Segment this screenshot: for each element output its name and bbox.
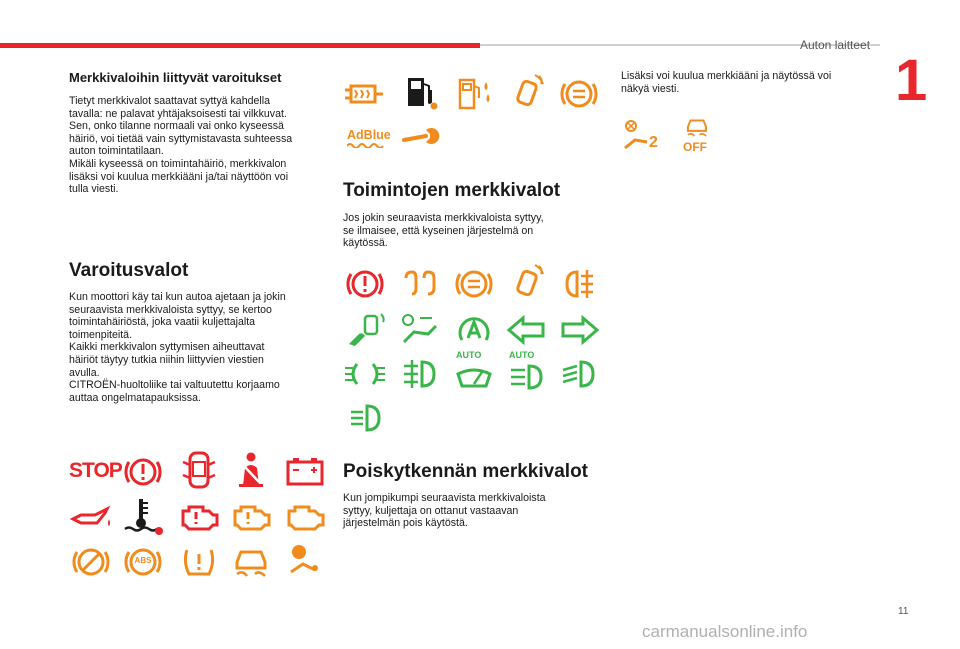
auto-headlights-label: AUTO: [509, 350, 535, 360]
water-in-diesel-icon: [452, 74, 496, 114]
particle-filter-icon: [343, 74, 387, 114]
paragraph-deactivation-lights: Kun jompikumpi seuraavista merkkivaloista syttyy, kuljettaja on ottanut vastaavan järjestelmän pois käytöstä.: [343, 492, 546, 530]
auto-wipers-label: AUTO: [456, 350, 482, 360]
hands-free-start-icon: [343, 310, 387, 350]
esp-icon: [229, 542, 273, 582]
engine-orange-icon: [229, 497, 273, 537]
heading-warning-lights: Varoitusvalot: [69, 260, 189, 281]
auto-stop-start-icon: [452, 310, 496, 350]
seatbelt-icon: [229, 450, 273, 490]
rear-fog-light-icon: [557, 264, 601, 304]
chapter-number: 1: [895, 48, 928, 113]
esp-off-icon: [675, 114, 719, 154]
adblue-wave-icon: [347, 142, 385, 148]
fuel-level-icon: [398, 72, 442, 112]
power-steering-icon: [69, 542, 113, 582]
wrench-icon: [398, 116, 442, 156]
brake-warning-icon: [121, 452, 165, 492]
abs-icon: [121, 542, 165, 582]
heading-function-lights: Toimintojen merkkivalot: [343, 180, 561, 201]
lane-off-number: 2: [649, 134, 658, 151]
brake-pad-icon: [557, 74, 601, 114]
paragraph-additional: Lisäksi voi kuulua merkkiääni ja näytössä voi näkyä viesti.: [621, 70, 832, 95]
preheating-icon: [398, 264, 442, 304]
oil-pressure-icon: [69, 497, 113, 537]
abs-label: ABS: [134, 556, 152, 565]
heading-deactivation-lights: Poiskytkennän merkkivalot: [343, 461, 588, 482]
auto-headlights-icon: [505, 350, 549, 390]
dipped-beam-icon: [557, 354, 601, 394]
coolant-temperature-icon: [121, 497, 165, 537]
daytime-running-light-icon: [343, 398, 387, 438]
paragraph-function-lights: Jos jokin seuraavista merkkivaloista syttyy, se ilmaisee, että kyseinen järjestelmä on käytössä.: [343, 212, 544, 250]
section-title: Auton laitteet: [800, 38, 871, 52]
remote-key-icon: [505, 72, 549, 112]
auto-wipers-icon: [452, 350, 496, 390]
electric-parking-brake-icon: [452, 264, 496, 304]
stop-icon: STOP: [69, 459, 122, 482]
watermark: carmanualsonline.info: [642, 622, 808, 641]
airbag-icon: [283, 542, 327, 582]
header-red-bar: [0, 43, 480, 48]
esp-off-label: OFF: [683, 140, 707, 154]
engine-red-icon: [177, 497, 221, 537]
parking-brake-icon: [343, 264, 387, 304]
heading-warnings: Merkkivaloihin liittyvät varoitukset: [69, 70, 282, 85]
right-indicator-icon: [557, 310, 601, 350]
battery-icon: [283, 450, 327, 490]
key-in-ignition-icon: [505, 262, 549, 302]
paragraph-warning-lights: Kun moottori käy tai kun autoa ajetaan ja jokin seuraavista merkkivaloista syttyy, se kertoo toimintahäiriöstä, joka vaatii kuljettajalta toimenpiteitä. Kaikki merkkivalon syttymisen aiheuttavat häiriöt täytyy tutkia niihin liittyvien viestien avulla. CITROËN-huoltoliike tai valtuutettu korjaamo auttaa ongelmatapauksissa.: [69, 291, 286, 404]
front-fog-light-icon: [398, 354, 442, 394]
page-number: 11: [898, 606, 909, 617]
left-indicator-icon: [505, 310, 549, 350]
tyre-pressure-icon: [177, 542, 221, 582]
door-open-icon: [177, 450, 221, 490]
lane-departure-icon: [398, 310, 442, 350]
engine-diagnosis-icon: [283, 497, 327, 537]
sidelights-icon: [343, 354, 387, 394]
paragraph-warnings: Tietyt merkkivalot saattavat syttyä kahdella tavalla: ne palavat yhtäjaksoisesti tai vilkkuvat. Sen, onko tilanne normaali vai onko kyseessä häiriö, voi tietää vain syttymistavasta suhteessa auton toimintatilaan. Mikäli kyseessä on toimintahäiriö, merkkivalon lisäksi voi kuulua merkkiääni ja/tai näyttöön voi tulla viesti.: [69, 95, 293, 196]
adblue-icon: AdBlue: [347, 128, 391, 142]
lane-departure-off-icon: [621, 116, 665, 156]
